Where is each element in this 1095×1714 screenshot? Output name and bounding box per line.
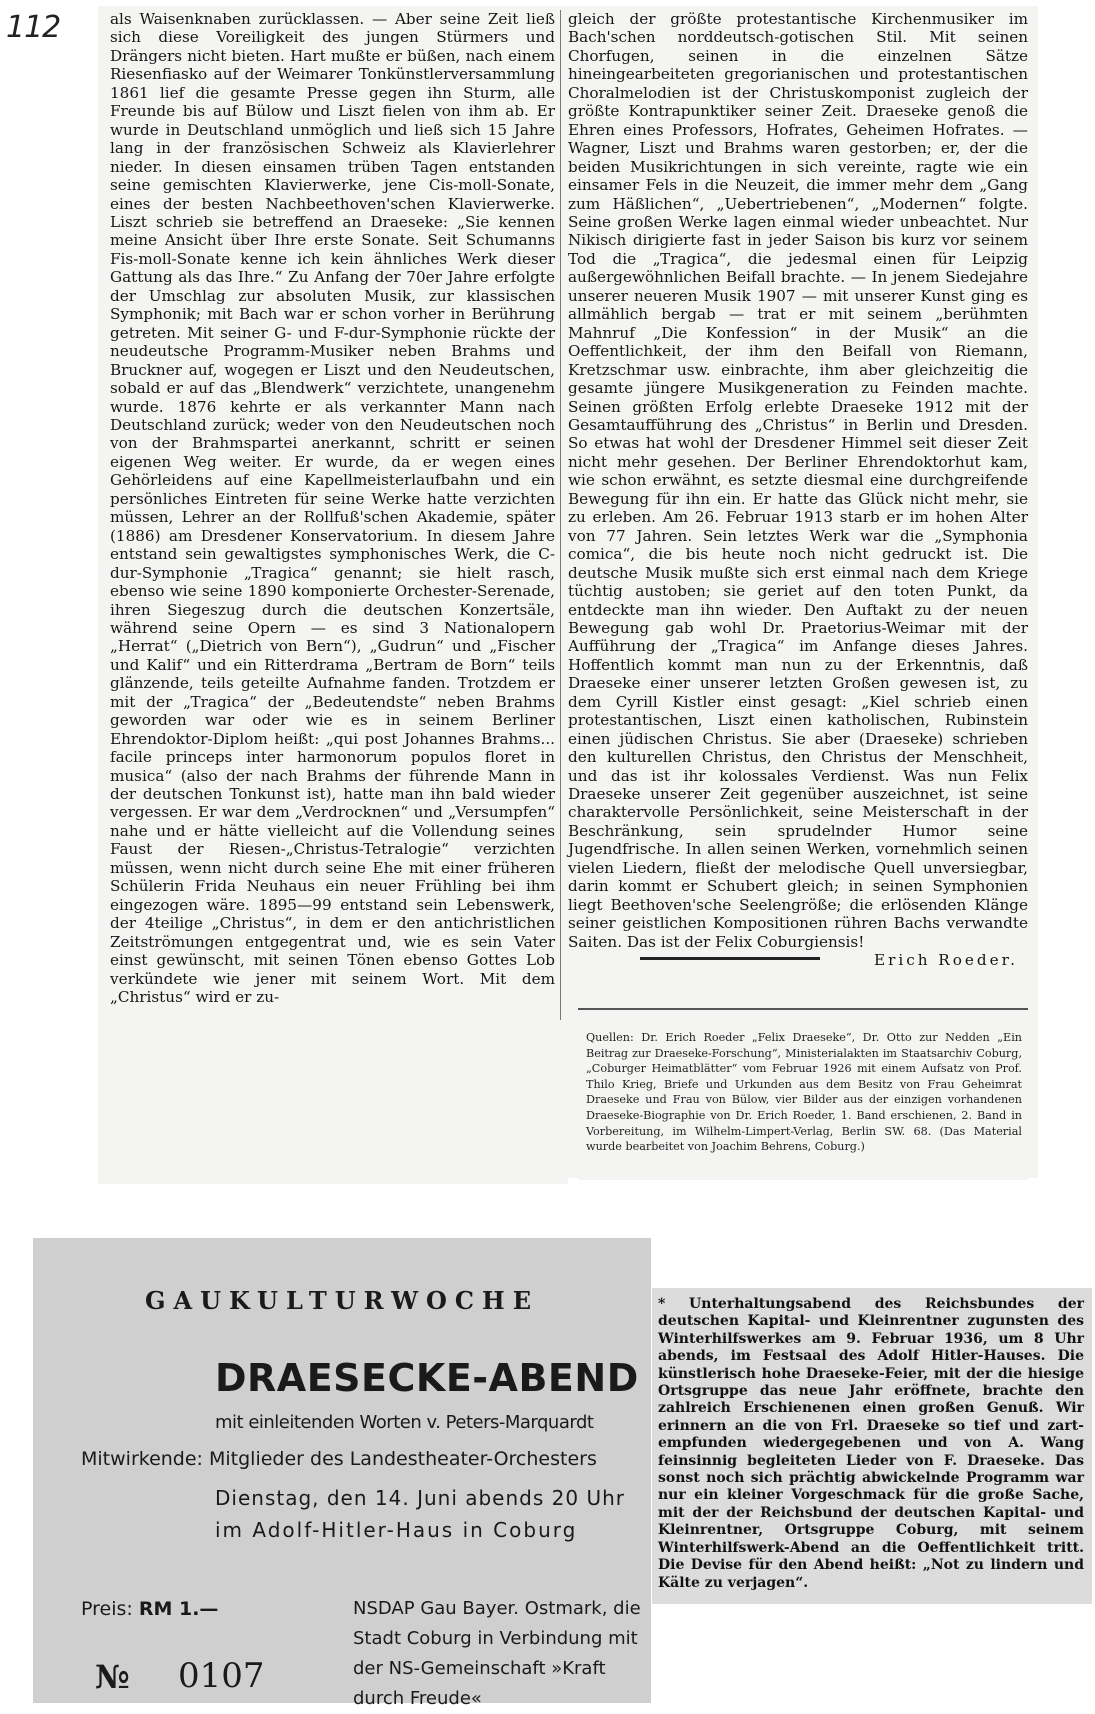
ticket-number-sign: № bbox=[95, 1658, 130, 1696]
article-right-column bbox=[568, 10, 1028, 970]
newspaper-article-clipping bbox=[98, 6, 1038, 1178]
small-clipping-text: * Unterhaltungsabend des Reichsbundes der deutschen Kapital- und Kleinrentner zugunsten des Winterhilfswerkes am 9. Februar 1936, um 8 Uhr abends, im Festsaal des Adolf Hitler-Hauses. Die künstlerisch hohe Draeseke-Feier, mit der die hiesige Ortsgruppe das neue Jahr eröffnete, brachte den zahlreich Erschienenen einen großen Genuß. Wir erinnern an die von Frl. Draeseke so tief und zart-empfunden wiedergegebenen und von A. Wang feinsinnig begleiteten Lieder von F. Draeseke. Das sonst noch sich prächtig abwickelnde Programm war nur ein kleiner Vorgeschmack für die große Sache, mit der der Reichsbund der deutschen Kapital- und Kleinrentner, Ortsgruppe Coburg, mit seinem Winterhilfswerk-Abend an die Oeffentlichkeit tritt. Die Devise für den Abend heißt: „Not zu lindern und Kälte zu verjagen“. bbox=[658, 1296, 1084, 1591]
small-newspaper-clipping bbox=[652, 1288, 1092, 1604]
ticket-intro: mit einleitenden Worten v. Peters-Marquardt bbox=[215, 1412, 594, 1433]
ticket-title: DRAESECKE-ABEND bbox=[215, 1356, 639, 1400]
article-left-text: als Waisenknaben zurücklassen. — Aber seine Zeit ließ sich diese Voreiligkeit des jungen Stürmers und Drängers nicht bieten. Hart mußte er büßen, nach einem Riesenfiasko auf der Weimarer Tonkünstlerversammlung 1861 lief die gesamte Presse gegen ihn Sturm, alle Freunde bis auf Bülow und Liszt fielen von ihm ab. Er wurde in Deutschland unmöglich und ließ sich 15 Jahre lang in der französischen Schweiz als Klavierlehrer nieder. In diesen einsamen trüben Tagen entstanden seine gemischten Klavierwerke, jene Cis-moll-Sonate, eines der besten Nachbeethoven'schen Klavierwerke. Liszt schrieb sie betreffend an Draeseke: „Sie kennen meine Ansicht über Ihre erste Sonate. Seit Schumanns Fis-moll-Sonate kenne ich kein ähnliches Werk dieser Gattung als das Ihre.“ Zu Anfang der 70er Jahre erfolgte der Umschlag zur absoluten Musik, zur klassischen Symphonik; mit Bach war er schon vorher in Berührung getreten. Mit seiner G- und F-dur-Symphonie rückte der neudeutsche Programm-Musiker neben Brahms und Bruckner auf, wogegen er Liszt und den Neudeutschen, sobald er auf das „Blendwerk“ verzichtete, unangenehm wurde. 1876 kehrte er als verkannter Mann nach Deutschland zurück; weder von den Neudeutschen noch von der Brahmspartei anerkannt, schritt er seinen eigenen Weg weiter. Er wurde, da er wegen eines Gehörleidens auf eine Kapellmeisterlaufbahn und ein persönliches Eintreten für seine Werke hatte verzichten müssen, Lehrer an der Rollfuß'schen Akademie, später (1886) am Dresdener Konservatorium. In diesem Jahre entstand sein gewaltigstes symphonisches Werk, die C-dur-Symphonie „Tragica“ genannt; sie hielt rasch, ebenso wie seine 1890 komponierte Orchester-Serenade, ihren Siegeszug durch die deutschen Konzertsäle, während seine Opern — es sind 3 Nationalopern „Herrat“ („Dietrich von Bern“), „Gudrun“ und „Fischer und Kalif“ und ein Ritterdrama „Bertram de Born“ teils glänzende, teils geteilte Aufnahme fanden. Trotzdem er mit der „Tragica“ der „Bedeutendste“ neben Brahms geworden war oder wie es in seinem Berliner Ehrendoktor-Diplom heißt: „qui post Johannes Brahms... facile princeps inter harmonorum populos floret in musica“ (also der nach Brahms der führende Mann in der deutschen Tonkunst ist), hatte man ihn bald wieder vergessen. Er war dem „Verdrocknen“ und „Versumpfen“ nahe und er hätte vielleicht auf die Vollendung seines Faust der Riesen-„Christus-Tetralogie“ verzichten müssen, wenn nicht durch seine Ehe mit einer früheren Schülerin Frida Neuhaus ein neuer Frühling bei ihm eingezogen wäre. 1895—99 entstand sein Lebenswerk, der 4teilige „Christus“, in dem er den antichristlichen Zeitströmungen entgegentrat und, wie es sein Vater einst gewünscht, mit seinen Tönen ebenso Gottes Lob verkündete wie jener mit seinem Wort. Mit dem „Christus“ wird er zu- bbox=[110, 10, 555, 1007]
ticket-header: GAUKULTURWOCHE bbox=[144, 1286, 540, 1315]
ticket-performers: Mitwirkende: Mitglieder des Landestheater-Orchesters bbox=[81, 1448, 597, 1470]
ticket-price-label: Preis: bbox=[81, 1598, 133, 1620]
ticket-number: 0107 bbox=[178, 1656, 265, 1696]
ticket-price bbox=[81, 1598, 218, 1620]
ticket-date: Dienstag, den 14. Juni abends 20 Uhr bbox=[215, 1486, 625, 1510]
ticket-venue: im Adolf-Hitler-Haus in Coburg bbox=[215, 1518, 578, 1542]
event-ticket bbox=[33, 1238, 651, 1709]
column-divider bbox=[560, 10, 561, 1020]
sources-clipping bbox=[578, 1008, 1028, 1180]
article-author: Erich Roeder. bbox=[873, 951, 1018, 970]
article-left-column bbox=[110, 10, 555, 1006]
clipping-torn-edge bbox=[98, 1172, 568, 1184]
article-end-rule bbox=[640, 957, 820, 960]
page-number: 112 bbox=[6, 10, 61, 45]
ticket-price-value: RM 1.— bbox=[138, 1598, 219, 1620]
article-right-text: gleich der größte protestantische Kirchenmusiker im Bach'schen norddeutsch-gotischen Stil. Mit seinen Chorfugen, seinen in die einzelnen Sätze hineingearbeiteten gregorianischen und protestantischen Choralmelodien ist der Christuskomponist zugleich der größte Kontrapunktiker seiner Zeit. Draeseke genoß die Ehren eines Professors, Hofrates, Geheimen Hofrates. — Wagner, Liszt und Brahms waren gestorben; er, der die beiden Musikrichtungen in sich vereinte, ragte wie ein einsamer Fels in die Neuzeit, die immer mehr dem „Gang zum Häßlichen“, „Uebertriebenen“, „Modernen“ folgte. Seine großen Werke lagen einmal wieder unbeachtet. Nur Nikisch dirigierte fast in jeder Saison bis kurz vor seinem Tod die „Tragica“, die jedesmal einen für Leipzig außergewöhnlichen Beifall brachte. — In jenem Siedejahre unserer neueren Musik 1907 — mit unserer Kunst ging es allmählich bergab — trat er mit seinem „berühmten Mahnruf „Die Konfession“ in der Musik“ an die Oeffentlichkeit, der ihm den Beifall von Riemann, Kretzschmar usw. einbrachte, ihm aber gleichzeitig die gesamte jüngere Musikgeneration zu Feinden machte. Seinen größten Erfolg erlebte Draeseke 1912 mit der Gesamtaufführung des „Christus“ in Berlin und Dresden. So etwas hat wohl der Dresdener Himmel seit dieser Zeit nicht mehr gesehen. Der Berliner Ehrendoktorhut kam, wie schon erwähnt, es setzte diesmal eine durchgreifende Bewegung für ihn ein. Er hatte das Glück nicht mehr, sie zu erleben. Am 26. Februar 1913 starb er im hohen Alter von 77 Jahren. Sein letztes Werk war die „Symphonia comica“, die bis heute noch nicht gedruckt ist. Die deutsche Musik mußte sich erst einmal nach dem Kriege tüchtig austoben; sie geriet auf den toten Punkt, da entdeckte man ihn wieder. Den Auftakt zu der neuen Bewegung gab wohl Dr. Praetorius-Weimar mit der Aufführung der „Tragica“ im Anfange dieses Jahres. Hoffentlich kommt man nun zu der Erkenntnis, daß Draeseke einer unserer letzten Großen gewesen ist, zu dem Cyrill Kistler einst gesagt: „Kiel schrieb einen protestantischen, Liszt einen katholischen, Rubinstein einen jüdischen Christus. Sie aber (Draeseke) schrieben den kulturellen Christus, den Christus der Menschheit, und das ist ihr kolossales Verdienst. Was nun Felix Draeseke unserer Zeit gegenüber auszeichnet, ist seine charaktervolle Persönlichkeit, seine Meisterschaft in der Beschränkung, sein sprudelnder Humor seine Jugendfrische. In allen seinen Werken, vornehmlich seinen vielen Liedern, fließt der melodische Quell unversiegbar, darin kommt er Schubert gleich; in seinen Symphonien liegt Beethoven'sche Seelengröße; die erlösenden Klänge seiner geistlichen Kompositionen rühren Bachs verwandte Saiten. Das ist der Felix Coburgiensis! bbox=[568, 10, 1028, 951]
sources-text: Quellen: Dr. Erich Roeder „Felix Draeseke“, Dr. Otto zur Nedden „Ein Beitrag zur Draeseke-Forschung“, Ministerialakten im Staatsarchiv Coburg, „Coburger Heimatblätter“ vom Februar 1926 mit einem Aufsatz von Prof. Thilo Krieg, Briefe und Urkunden aus dem Besitz von Frau Geheimrat Draeseke und Frau von Bülow, vier Bilder aus der einzigen vorhandenen Draeseke-Biographie von Dr. Erich Roeder, 1. Band erschienen, 2. Band in Vorbereitung, im Wilhelm-Limpert-Verlag, Berlin SW. 68. (Das Material wurde bearbeitet von Joachim Behrens, Coburg.) bbox=[586, 1031, 1022, 1154]
article-signature bbox=[568, 951, 1028, 969]
ticket-organizer: NSDAP Gau Bayer. Ostmark, die Stadt Coburg in Verbindung mit der NS-Gemeinschaft »Kraft durch Freude« bbox=[353, 1598, 641, 1709]
